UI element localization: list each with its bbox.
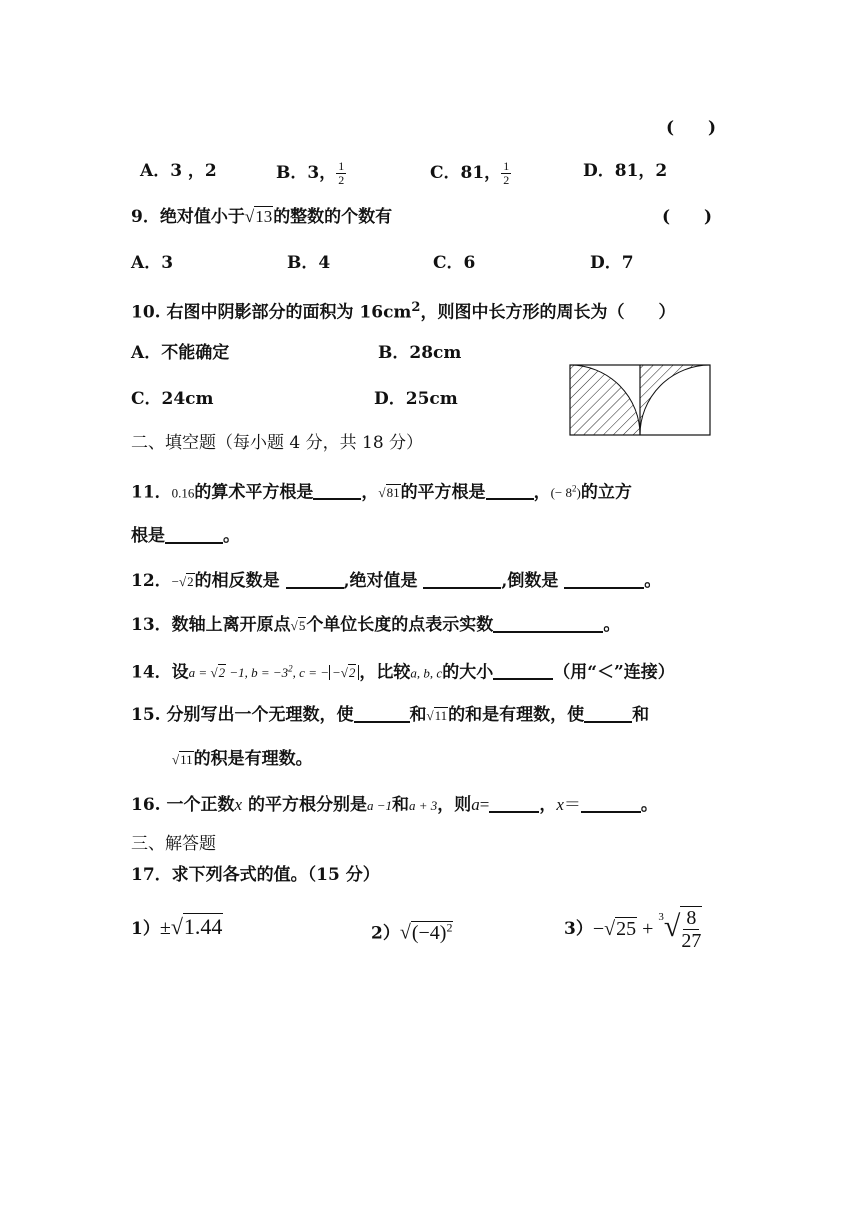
q17-sqrt-2: $√(-4)^2$ [399,920,453,944]
q9-stem-start: 9．绝对值小于 [131,207,245,227]
q11-blank-1[interactable] [313,480,361,500]
q10-option-a: A．不能确定 [131,343,230,363]
q17-title: 17．求下列各式的值。（15 分） [131,865,380,885]
q15-text2: 和 [409,705,427,725]
q12-blank-3[interactable] [564,569,644,589]
q11-blank-3[interactable] [165,524,223,544]
q16-blank-x[interactable] [581,793,641,813]
section-fill-in-heading: 二、填空题（每小题 4 分，共 18 分） [131,433,424,453]
q9-radicand: 13 [255,207,273,226]
q16-blank-a[interactable] [489,793,539,813]
q15-radicand: 11 [434,708,448,723]
q17-minus: − [592,918,605,940]
q8-c-denominator: 2 [503,173,510,187]
q12-end: 。 [644,571,662,591]
q9-option-c: C．6 [433,253,476,273]
q15-text1: 15. 分别写出一个无理数，使 [131,705,354,725]
q10-option-c: C．24cm [131,389,214,409]
q14-b-exponent: 2 [288,664,293,674]
q8-c-numerator: 1 [503,159,510,173]
q12-radicand: 2 [187,574,194,589]
q16-stem [131,793,658,817]
q8-b-numerator: 1 [338,159,345,173]
q13-sqrt: √5 [290,618,306,633]
q13-stem [131,613,620,637]
q17-part2 [371,916,453,945]
q11-text2: 的平方根是 [400,482,486,503]
q12-blank-2[interactable] [423,569,501,589]
q17-sqrt-1: √1.44 [170,914,223,939]
q9-option-d: D．7 [590,253,634,273]
q16-text3: 和 [392,795,409,815]
q11-text4: 根是 [131,526,165,546]
q11-end: 。 [223,526,240,546]
q8-option-c-label: C．81， [430,163,502,183]
right-shaded-region [640,365,710,435]
q10-stem-start: 10. 右图中阴影部分的面积为 16cm [131,302,412,323]
q17-part2-label: 2） [371,923,400,944]
q17-cube-root: √ $\frac{8}{27}$ [663,907,702,952]
q8-answer-bracket: ( ) [666,118,717,138]
q16-text2: 的平方根分别是 [247,795,367,815]
q11-stem: 11．0.16的算术平方根是 ，√81的平方根是 ，(− $8^2$)的立方 [131,482,632,503]
q17-radicand-3: 25 [616,918,637,940]
q17-denominator: 27 [681,930,702,952]
q16-a: a [471,795,480,814]
q11-expr-exponent: 2 [571,484,577,494]
q16-equals-1: = [479,795,490,814]
q17-sqrt-3: √25 [604,918,637,940]
q14-text1: ，比较 [359,662,411,683]
q16-root-2: a + 3 [409,798,438,813]
q14-sqrt-c: √2 [340,665,356,681]
q13-text2: 个单位长度的点表示实数 [306,615,494,635]
q14-radicand-c: 2 [348,665,356,681]
q14-definitions [189,665,360,680]
q10-option-b: B．28cm [378,343,462,363]
q16-end: 。 [640,795,658,815]
q11-expression [551,485,581,500]
q14-c-def: , c = − [292,665,329,681]
q17-plus-minus: ± [159,917,171,939]
q14-stem [131,658,675,684]
q14-text3: （用“＜”连接） [553,662,675,683]
q17-radicand-2 [411,921,454,944]
q8-option-b-label: B．3， [276,163,337,183]
q9-sqrt: √13 [244,207,273,226]
q16-text1: 16. 一个正数 [131,795,235,815]
q14-a-def: a = [188,665,211,681]
q13-blank[interactable] [493,613,603,633]
q17-fraction [680,906,702,952]
q14-b-def: −1, b = −3 [226,665,289,681]
q14-number: 14．设 [131,662,189,683]
q17-part1-label: 1） [131,919,160,939]
q12-text2: ,绝对值是 [343,571,418,591]
q12-text1: 的相反数是 [194,571,280,591]
q16-root-1: a −1 [366,798,392,813]
q14-radicand-a: 2 [218,665,226,681]
q17-radicand-2-exponent: 2 [446,920,453,934]
q15-blank-2[interactable] [584,703,632,723]
q14-blank[interactable] [493,660,553,680]
left-shaded-quarter-circle [570,365,640,435]
q16-comma: ， [539,795,557,815]
q12-text3: ,倒数是 [501,571,559,591]
q17-plus: + [637,918,659,940]
q8-option-c-fraction [501,160,511,187]
q17-part3 [564,906,702,952]
q11-value: 0.16 [171,485,195,501]
q16-text4: ，则 [437,795,472,815]
section-answer-heading: 三、解答题 [131,834,216,854]
q16-equals-2: ＝ [563,795,581,814]
q16-x-2: x [556,795,564,814]
q15-blank-1[interactable] [354,703,410,723]
q17-numerator: 8 [683,907,699,930]
q14-text2: 的大小 [442,662,494,683]
q8-option-b-fraction [336,160,346,187]
q13-radicand: 5 [298,618,306,633]
q9-option-a: A．3 [131,253,174,273]
q8-option-a: A．3 ，2 [140,161,217,181]
q11-expr-base: (− 8 [550,485,572,501]
q9-stem-end: 的整数的个数有 [273,207,393,227]
q11-stem-continued [131,524,240,547]
q8-option-b [276,160,346,187]
q15-sqrt: √11 [426,708,448,723]
q12-number: 12． [131,571,172,591]
q15-stem [131,703,649,727]
q9-answer-bracket: ( ) [662,207,713,227]
q17-radicand-2-base: (−4) [411,921,447,944]
q13-end: 。 [603,615,621,635]
q15-text3: 的和是有理数，使 [448,705,585,725]
q17-part1 [131,916,223,940]
q14-variables: a, b, c [410,665,443,681]
q12-minus: − [171,574,180,589]
q11-sqrt: √81 [378,485,400,501]
q11-radicand: 81 [386,485,400,501]
q17-part3-label: 3） [564,919,593,939]
q13-text1: 13．数轴上离开原点 [131,615,291,635]
q17-radicand-1: 1.44 [183,914,223,939]
q8-b-denominator: 2 [338,173,345,187]
q10-exponent: 2 [411,300,421,315]
q15-sqrt-2: √11 [172,752,193,767]
q10-stem-end: ，则图中长方形的周长为（ ） [420,302,676,323]
q15-stem-continued [172,748,313,771]
q10-rectangle-figure [567,362,713,438]
q12-blank-1[interactable] [286,569,344,589]
q8-option-d: D．81，2 [583,161,668,181]
q16-x: x [234,795,243,814]
q11-blank-2[interactable] [486,480,534,500]
q9-stem [131,206,392,228]
q15-text4: 和 [632,705,650,725]
q11-text1: 的算术平方根是 [194,482,314,503]
q11-expr-close: ) [576,485,581,501]
q14-abs-value: −√2 [329,665,359,680]
q12-sqrt: √2 [179,574,194,589]
q15-text5: 的积是有理数。 [193,749,313,769]
q15-radicand-2: 11 [180,752,193,767]
q8-option-c [430,160,511,187]
q9-option-b: B．4 [287,253,331,273]
q10-option-d: D．25cm [374,389,458,409]
q12-stem [131,569,661,593]
q10-stem [131,297,675,324]
q14-sqrt-a: √2 [210,665,226,681]
q11-number: 11． [131,482,172,503]
q11-text3: 的立方 [580,482,632,503]
q17-cube-root-index: 3 [658,911,664,923]
